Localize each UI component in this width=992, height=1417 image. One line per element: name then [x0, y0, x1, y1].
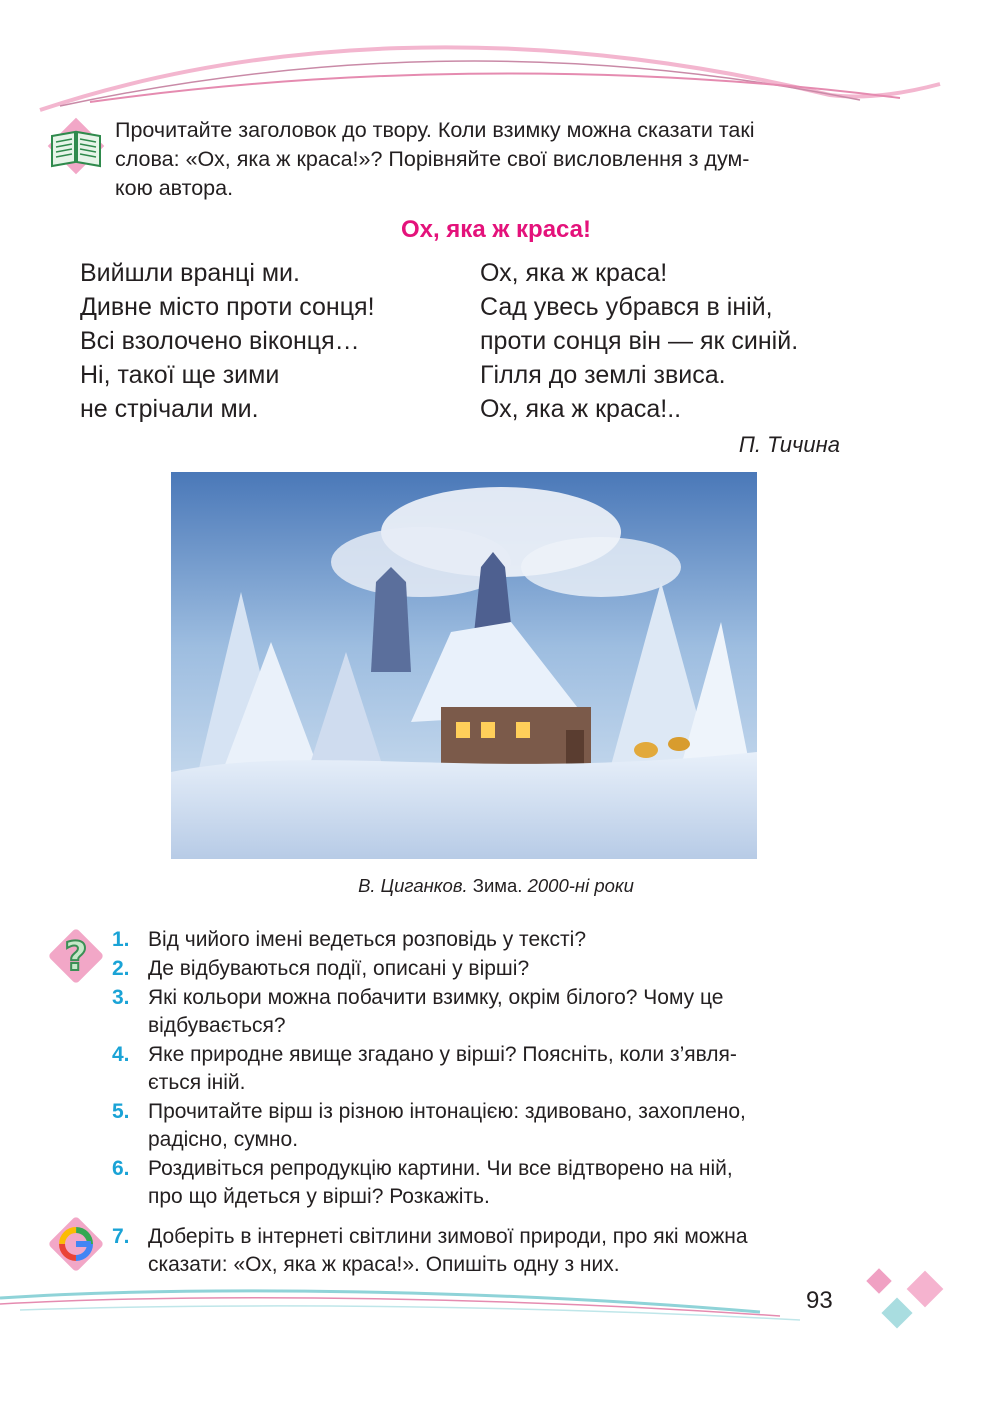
question-number: 2.	[112, 957, 130, 980]
question-text: відбувається?	[148, 1014, 286, 1037]
question-text: сказати: «Ох, яка ж краса!». Опишіть одну з них.	[148, 1253, 620, 1276]
question-item	[112, 1098, 848, 1154]
question-text: радісно, сумно.	[148, 1128, 299, 1151]
poem-line: Всі взолочено віконця…	[80, 327, 360, 355]
svg-text:?: ?	[64, 934, 88, 980]
question-number: 7.	[112, 1225, 130, 1248]
question-text: Яке природне явище згадано у вірші? Поясніть, коли з’явля-	[148, 1043, 737, 1066]
painting-caption	[0, 873, 992, 899]
intro-line: слова: «Ох, яка ж краса!»? Порівняйте свої висловлення з дум-	[115, 147, 750, 171]
poem-line: Ох, яка ж краса!	[480, 259, 668, 287]
question-item	[112, 955, 848, 983]
poem-line: Сад увесь убрався в іній,	[480, 293, 773, 321]
question-mark-icon	[46, 926, 106, 986]
diamond-decoration	[862, 1266, 952, 1338]
top-decorative-waves	[0, 0, 992, 120]
question-item	[112, 1041, 848, 1097]
caption-period: 2000-ні роки	[527, 875, 634, 896]
poem-stanza-left	[80, 256, 375, 426]
question-number: 1.	[112, 928, 130, 951]
question-number: 3.	[112, 986, 130, 1009]
question-text: ється іній.	[148, 1071, 246, 1094]
poem-line: Гілля до землі звиса.	[480, 361, 726, 389]
question-text: Роздивіться репродукцію картини. Чи все відтворено на ній,	[148, 1157, 733, 1180]
google-g-icon	[46, 1214, 106, 1274]
question-text: Прочитайте вірш із різною інтонацією: здивовано, захоплено,	[148, 1100, 746, 1123]
intro-line: кою автора.	[115, 176, 234, 200]
question-number: 6.	[112, 1157, 130, 1180]
question-item	[112, 926, 848, 954]
question-item	[112, 1223, 848, 1279]
caption-work: Зима.	[472, 875, 523, 896]
question-item	[112, 984, 848, 1040]
poem-author: П. Тичина	[738, 432, 840, 457]
question-number: 5.	[112, 1100, 130, 1123]
poem-line: Дивне місто проти сонця!	[80, 293, 375, 321]
question-text: Доберіть в інтернеті світлини зимової природи, про які можна	[148, 1225, 748, 1248]
poem-line: проти сонця він — як синій.	[480, 327, 799, 355]
poem-line: не стрічали ми.	[80, 395, 259, 423]
question-number: 4.	[112, 1043, 130, 1066]
bottom-decorative-waves	[0, 1280, 992, 1330]
questions-list	[112, 926, 848, 1280]
poem-stanza-right	[480, 256, 798, 426]
intro-line: Прочитайте заголовок до твору. Коли взимку можна сказати такі	[115, 118, 755, 142]
poem-line: Вийшли вранці ми.	[80, 259, 300, 287]
question-text: Які кольори можна побачити взимку, окрім білого? Чому це	[148, 986, 724, 1009]
question-text: Де відбуваються події, описані у вірші?	[148, 957, 530, 980]
intro-instruction	[115, 116, 850, 203]
page-number: 93	[806, 1287, 833, 1314]
question-text: про що йдеться у вірші? Розкажіть.	[148, 1185, 490, 1208]
poem-line: Ні, такої ще зими	[80, 361, 280, 389]
poem-line: Ох, яка ж краса!..	[480, 395, 682, 423]
poem-title: Ох, яка ж краса!	[400, 216, 592, 243]
question-item	[112, 1155, 848, 1211]
open-book-icon	[46, 116, 106, 176]
caption-artist: В. Циганков.	[358, 875, 468, 896]
question-text: Від чийого імені ведеться розповідь у тексті?	[148, 928, 587, 951]
winter-painting	[171, 472, 757, 859]
